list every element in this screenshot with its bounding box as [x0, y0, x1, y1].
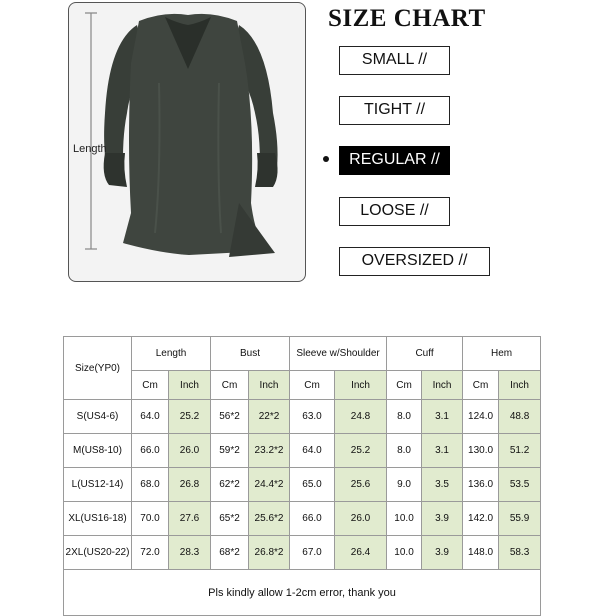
group-header-bust: Bust: [211, 337, 290, 371]
table-cell: 65.0: [290, 468, 335, 502]
table-unit-header-row: [64, 371, 541, 400]
table-cell: 8.0: [387, 400, 422, 434]
table-cell: 8.0: [387, 434, 422, 468]
table-cell: 24.4*2: [249, 468, 290, 502]
fit-loose: LOOSE //: [339, 197, 450, 226]
table-cell: 22*2: [249, 400, 290, 434]
unit-header-inch: Inch: [499, 371, 541, 400]
fit-small: SMALL //: [339, 46, 450, 75]
table-cell: 66.0: [132, 434, 169, 468]
table-cell: 3.1: [422, 434, 463, 468]
product-photo: [68, 2, 306, 282]
table-cell: 26.8*2: [249, 536, 290, 570]
table-cell: 56*2: [211, 400, 249, 434]
table-cell: 136.0: [463, 468, 499, 502]
table-cell: 58.3: [499, 536, 541, 570]
table-cell: 62*2: [211, 468, 249, 502]
selected-fit-bullet-icon: [323, 156, 329, 162]
group-header-cuff: Cuff: [387, 337, 463, 371]
table-cell: 9.0: [387, 468, 422, 502]
table-cell: 3.9: [422, 502, 463, 536]
table-cell: 3.5: [422, 468, 463, 502]
table-cell: 124.0: [463, 400, 499, 434]
size-chart-title: SIZE CHART: [328, 5, 486, 32]
table-cell: 72.0: [132, 536, 169, 570]
table-cell: 63.0: [290, 400, 335, 434]
table-cell: 142.0: [463, 502, 499, 536]
unit-header-cm: Cm: [211, 371, 249, 400]
table-cell: 25.2: [169, 400, 211, 434]
table-cell: 59*2: [211, 434, 249, 468]
table-cell: 26.0: [169, 434, 211, 468]
table-cell: 48.8: [499, 400, 541, 434]
table-cell: 28.3: [169, 536, 211, 570]
unit-header-inch: Inch: [249, 371, 290, 400]
unit-header-cm: Cm: [290, 371, 335, 400]
table-cell: 65*2: [211, 502, 249, 536]
table-group-header-row: [64, 337, 541, 371]
table-cell: 10.0: [387, 536, 422, 570]
group-header-hem: Hem: [463, 337, 541, 371]
group-header-sleeve: Sleeve w/Shoulder: [290, 337, 387, 371]
table-cell: 27.6: [169, 502, 211, 536]
size-label: L(US12-14): [64, 468, 132, 502]
unit-header-inch: Inch: [169, 371, 211, 400]
table-row: [64, 502, 541, 536]
table-row: [64, 468, 541, 502]
table-cell: 25.6*2: [249, 502, 290, 536]
size-label: XL(US16-18): [64, 502, 132, 536]
group-header-length: Length: [132, 337, 211, 371]
size-label: M(US8-10): [64, 434, 132, 468]
fit-oversized: OVERSIZED //: [339, 247, 490, 276]
table-cell: 51.2: [499, 434, 541, 468]
table-cell: 3.9: [422, 536, 463, 570]
size-column-header: Size(YP0): [64, 337, 132, 400]
table-cell: 24.8: [335, 400, 387, 434]
table-row: [64, 536, 541, 570]
size-label: 2XL(US20-22): [64, 536, 132, 570]
length-label: Length: [73, 143, 107, 155]
size-measurement-table: [63, 336, 541, 616]
unit-header-cm: Cm: [132, 371, 169, 400]
table-row: [64, 434, 541, 468]
table-cell: 64.0: [132, 400, 169, 434]
table-cell: 68.0: [132, 468, 169, 502]
table-cell: 25.2: [335, 434, 387, 468]
size-label: S(US4-6): [64, 400, 132, 434]
table-cell: 25.6: [335, 468, 387, 502]
unit-header-cm: Cm: [463, 371, 499, 400]
table-cell: 66.0: [290, 502, 335, 536]
fit-regular: REGULAR //: [339, 146, 450, 175]
table-cell: 55.9: [499, 502, 541, 536]
table-cell: 26.8: [169, 468, 211, 502]
unit-header-inch: Inch: [335, 371, 387, 400]
unit-header-cm: Cm: [387, 371, 422, 400]
table-cell: 53.5: [499, 468, 541, 502]
table-cell: 64.0: [290, 434, 335, 468]
table-cell: 70.0: [132, 502, 169, 536]
fit-tight: TIGHT //: [339, 96, 450, 125]
table-cell: 23.2*2: [249, 434, 290, 468]
table-row: [64, 400, 541, 434]
table-cell: 10.0: [387, 502, 422, 536]
table-cell: 130.0: [463, 434, 499, 468]
table-cell: 68*2: [211, 536, 249, 570]
table-cell: 67.0: [290, 536, 335, 570]
table-cell: 26.0: [335, 502, 387, 536]
table-note-row: [64, 570, 541, 616]
table-cell: 3.1: [422, 400, 463, 434]
table-cell: 148.0: [463, 536, 499, 570]
measurement-error-note: Pls kindly allow 1-2cm error, thank you: [64, 570, 541, 616]
table-cell: 26.4: [335, 536, 387, 570]
unit-header-inch: Inch: [422, 371, 463, 400]
